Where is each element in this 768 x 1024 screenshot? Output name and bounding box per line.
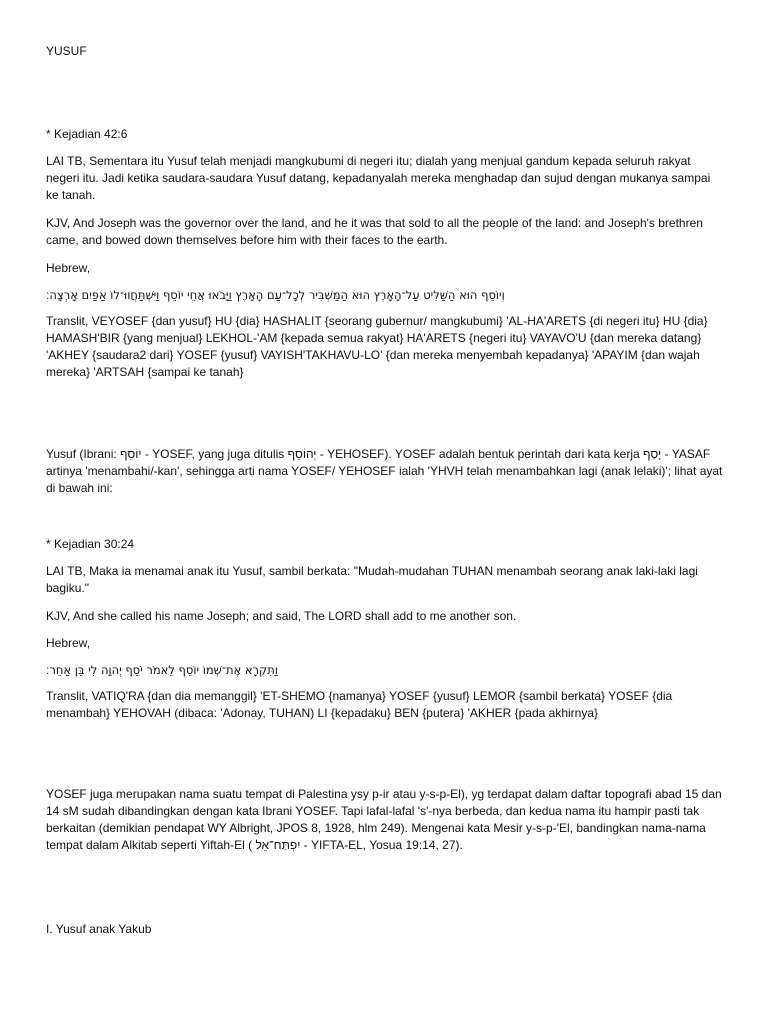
document-title: YUSUF — [46, 44, 87, 58]
hebrew-verse: וַתִּקְרָא אֶת־שְׁמוֹ יוֹסֵף לֵאמֹר יֹסֵף יְהוָה לִי בֵּן אַחֵר׃ — [46, 663, 278, 677]
kjv-paragraph: KJV, And Joseph was the governor over the land, and he it was that sold to all the people of the land: and Joseph's brethren came, and bowed down themselves before him with their faces to the earth. — [46, 216, 703, 247]
section-heading: I. Yusuf anak Yakub — [46, 922, 152, 936]
place-name-paragraph: YOSEF juga merupakan nama suatu tempat di Palestina ysy p-ir atau y-s-p-El), yg terdapat dalam daftar topografi abad 15 dan 14 sM sudah dibandingkan dengan kata Ibrani YOSEF. Tapi lafal-lafal 's'-nya berbeda, dan kedua nama itu hampir pasti tak berkaitan (demikian pendapat WY Albright, JPOS 8, 1928, hlm 249). Mengenai kata Mesir y-s-p-'El, bandingkan nama-nama tempat dalam Alkitab seperti Yiftah-El ( יִפְתַּח־אֵל - YIFTA-EL, Yosua 19:14, 27). — [46, 787, 722, 852]
lai-tb-paragraph: LAI TB, Maka ia menamai anak itu Yusuf, sambil berkata: "Mudah-mudahan TUHAN menambah seorang anak laki-laki lagi bagiku." — [46, 564, 698, 595]
transliteration-paragraph: Translit, VATIQ'RA {dan dia memanggil} 'ET-SHEMO {namanya} YOSEF {yusuf} LEMOR {sambil berkata} YOSEF {dia menambah} YEHOVAH (dibaca: 'Adonay, TUHAN) LI {kepadaku} BEN {putera} 'AKHER {pada akhirnya} — [46, 689, 673, 720]
verse-reference: * Kejadian 30:24 — [46, 537, 135, 551]
hebrew-label: Hebrew, — [46, 636, 91, 650]
hebrew-verse: וְיוֹסֵף הוּא הַשַּׁלִּיט עַל־הָאָרֶץ הוּא הַמַּשְׁבִּיר לְכָל־עַם הָאָרֶץ וַיָּבֹאוּ אֲחֵי יוֹסֵף וַיִּשְׁתַּחֲווּ־לוֹ אַפַּיִם אָרְצָה׃ — [46, 288, 505, 302]
transliteration-paragraph: Translit, VEYOSEF {dan yusuf} HU {dia} HASHALIT {seorang gubernur/ mangkubumi} 'AL-HA'ARETS {di negeri itu} HU {dia} HAMASH'BIR {yang menjual} LEKHOL-'AM {kepada semua rakyat} HA'ARETS {negeri itu} VAYAVO'U {dan mereka datang} 'AKHEY {saudara2 dari} YOSEF {yusuf} VAYISH'TAKHAVU-LO' {dan mereka menyembah kepadanya} 'APAYIM {dan wajah mereka} 'ARTSAH {sampai ke tanah} — [46, 314, 708, 379]
verse-reference: * Kejadian 42:6 — [46, 127, 128, 141]
name-meaning-paragraph: Yusuf (Ibrani: יוֹסֵף - YOSEF, yang juga ditulis יְהוֹסֵף - YEHOSEF). YOSEF adalah bentuk perintah dari kata kerja יָסַף - YASAF artinya 'menambahi/-kan', sehingga arti nama YOSEF/ YEHOSEF ialah 'YHVH telah menambahkan lagi (anak lelaki)'; lihat ayat di bawah ini: — [46, 447, 723, 495]
lai-tb-paragraph: LAI TB, Sementara itu Yusuf telah menjadi mangkubumi di negeri itu; dialah yang menjual gandum kepada seluruh rakyat negeri itu. Jadi ketika saudara-saudara Yusuf datang, kepadanyalah mereka menghadap dan sujud dengan mukanya sampai ke tanah. — [46, 154, 711, 202]
kjv-paragraph: KJV, And she called his name Joseph; and said, The LORD shall add to me another son. — [46, 609, 517, 623]
hebrew-label: Hebrew, — [46, 261, 91, 275]
